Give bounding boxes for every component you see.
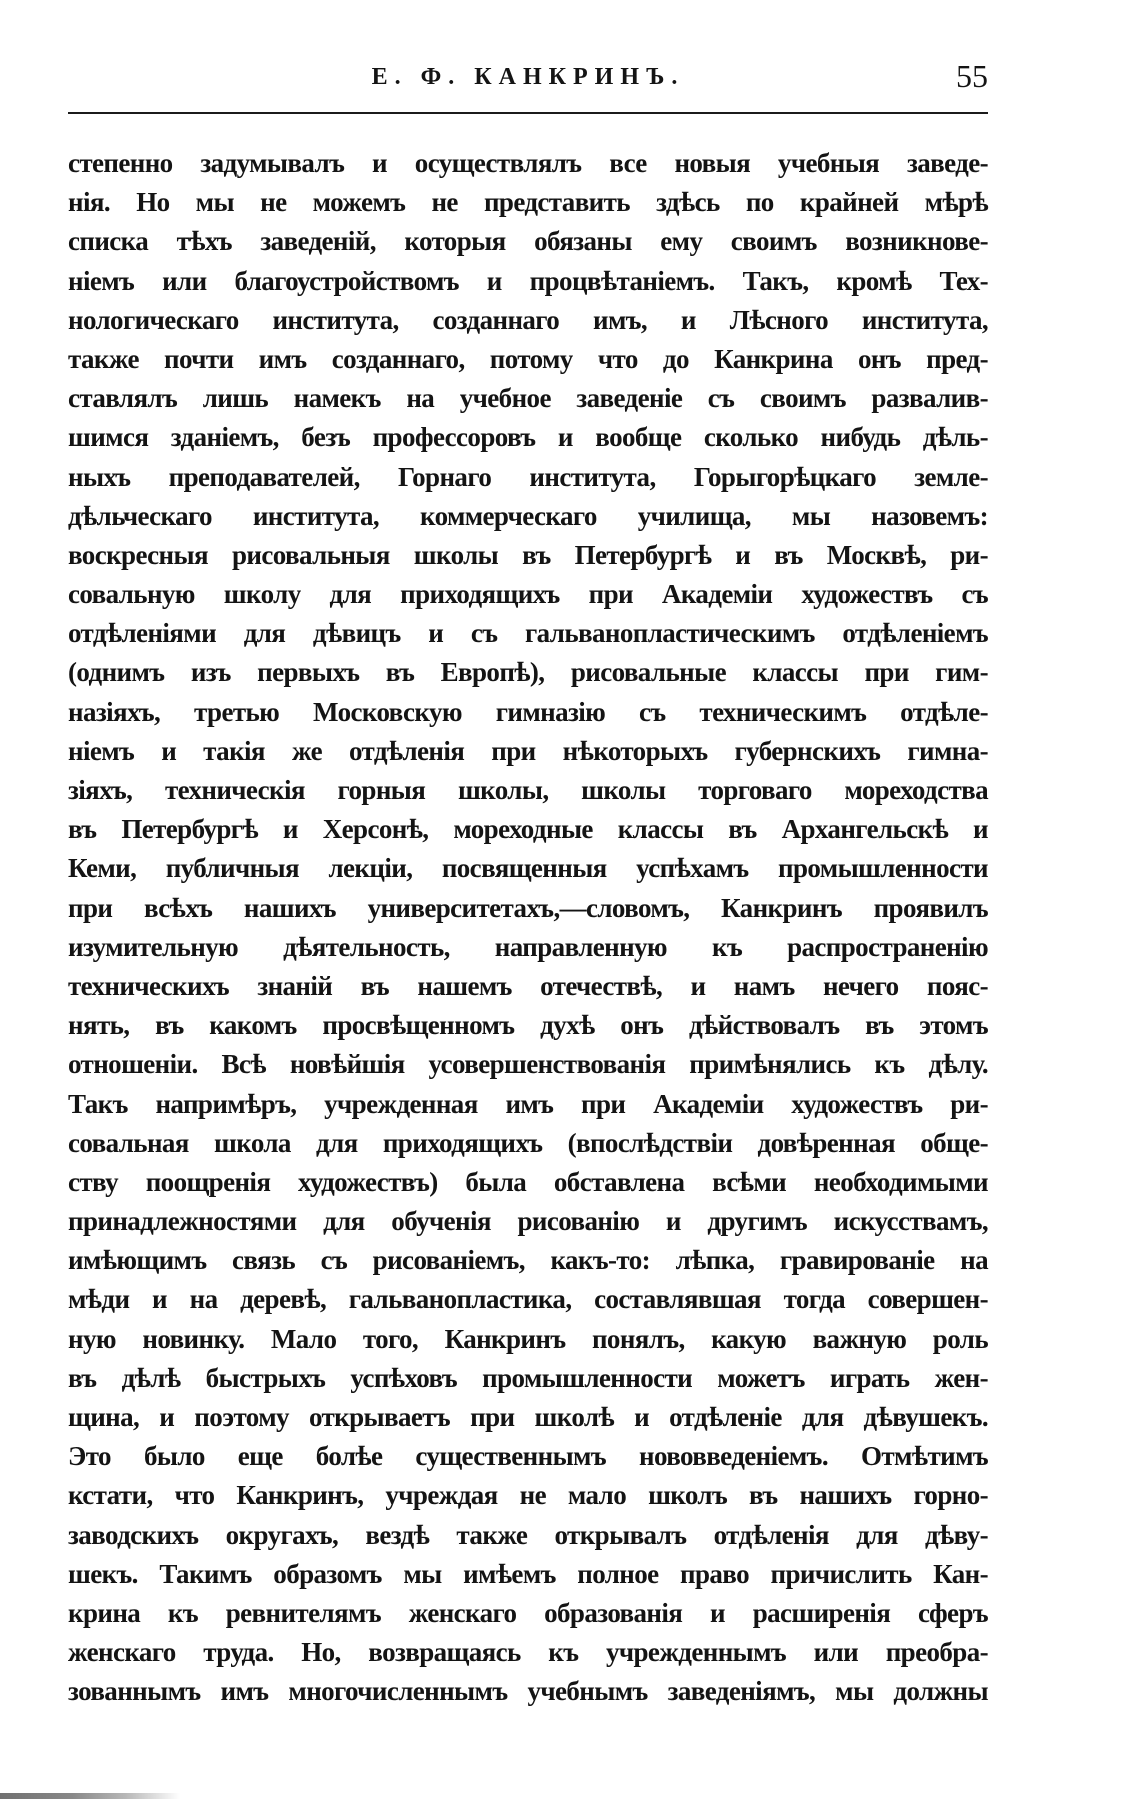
scan-smudge xyxy=(0,1793,180,1799)
text-line: имѣющимъ связь съ рисованіемъ, какъ-то: лѣпка, гравированіе на xyxy=(68,1245,988,1276)
text-line: шимся зданіемъ, безъ профессоровъ и вообще сколько нибудь дѣль- xyxy=(68,422,988,453)
book-page xyxy=(68,56,988,1796)
text-line: принадлежностями для обученія рисованію и другимъ искусствамъ, xyxy=(68,1206,988,1237)
text-line: при всѣхъ нашихъ университетахъ,—словомъ, Канкринъ проявилъ xyxy=(68,892,988,923)
text-line: заводскихъ округахъ, вездѣ также открывалъ отдѣленія для дѣву- xyxy=(68,1519,988,1550)
text-line: нія. Но мы не можемъ не представить здѣсь по крайней мѣрѣ xyxy=(68,187,988,218)
text-line: ніемъ или благоустройствомъ и процвѣтаніемъ. Такъ, кромѣ Тех- xyxy=(68,265,988,296)
page-number: 55 xyxy=(956,58,988,94)
text-line: шекъ. Такимъ образомъ мы имѣемъ полное право причислить Кан- xyxy=(68,1558,988,1589)
text-line: совальную школу для приходящихъ при Академіи художествъ съ xyxy=(68,579,988,610)
text-line: крина къ ревнителямъ женскаго образованія и расширенія сферъ xyxy=(68,1597,988,1628)
text-line: въ Петербургѣ и Херсонѣ, мореходные классы въ Архангельскѣ и xyxy=(68,814,988,845)
text-line: воскресныя рисовальныя школы въ Петербургѣ и въ Москвѣ, ри- xyxy=(68,539,988,570)
text-line: зіяхъ, техническія горныя школы, школы торговаго мореходства xyxy=(68,775,988,805)
running-head: Е. Ф. КАНКРИНЪ. xyxy=(371,64,685,90)
text-line: зованнымъ имъ многочисленнымъ учебнымъ заведеніямъ, мы должны xyxy=(68,1676,988,1707)
text-line: изумительную дѣятельность, направленную къ распространенію xyxy=(68,931,988,962)
text-line: списка тѣхъ заведеній, которыя обязаны ему своимъ возникнове- xyxy=(68,226,988,257)
text-line: назіяхъ, третью Московскую гимназію съ техническимъ отдѣле- xyxy=(68,696,988,727)
text-line: въ дѣлѣ быстрыхъ успѣховъ промышленности можетъ играть жен- xyxy=(68,1362,988,1393)
text-line: совальная школа для приходящихъ (впослѣдствіи довѣренная обще- xyxy=(68,1127,988,1158)
text-line: дѣльческаго института, коммерческаго училища, мы назовемъ: xyxy=(68,500,988,531)
text-line: (однимъ изъ первыхъ въ Европѣ), рисовальные классы при гим- xyxy=(68,657,988,688)
text-line: отдѣленіями для дѣвицъ и съ гальванопластическимъ отдѣленіемъ xyxy=(68,618,988,649)
text-line: нологическаго института, созданнаго имъ, и Лѣсного института, xyxy=(68,304,988,335)
text-line: отношеніи. Всѣ новѣйшія усовершенствованія примѣнялись къ дѣлу. xyxy=(68,1049,988,1080)
text-line: ставлялъ лишь намекъ на учебное заведеніе съ своимъ развалив- xyxy=(68,383,988,414)
text-line: мѣди и на деревѣ, гальванопластика, составлявшая тогда совершен- xyxy=(68,1284,988,1315)
text-line: ную новинку. Мало того, Канкринъ понялъ, какую важную роль xyxy=(68,1323,988,1354)
text-line: женскаго труда. Но, возвращаясь къ учрежденнымъ или преобра- xyxy=(68,1637,988,1668)
text-line: техническихъ знаній въ нашемъ отечествѣ, и намъ нечего пояс- xyxy=(68,970,988,1001)
text-line: ству поощренія художествъ) была обставлена всѣми необходимыми xyxy=(68,1166,988,1197)
text-line: кстати, что Канкринъ, учреждая не мало школъ въ нашихъ горно- xyxy=(68,1480,988,1511)
text-line: также почти имъ созданнаго, потому что до Канкрина онъ пред- xyxy=(68,343,988,374)
text-line: Такъ напримѣръ, учрежденная имъ при Академіи художествъ ри- xyxy=(68,1088,988,1119)
text-line: Кеми, публичныя лекціи, посвященныя успѣхамъ промышленности xyxy=(68,853,988,884)
text-line: щина, и поэтому открываетъ при школѣ и отдѣленіе для дѣвушекъ. xyxy=(68,1402,988,1432)
text-line: нять, въ какомъ просвѣщенномъ духѣ онъ дѣйствовалъ въ этомъ xyxy=(68,1010,988,1041)
text-line: ніемъ и такія же отдѣленія при нѣкоторыхъ губернскихъ гимна- xyxy=(68,735,988,766)
text-line: ныхъ преподавателей, Горнаго института, Горыгорѣцкаго земле- xyxy=(68,461,988,492)
page-header xyxy=(68,56,988,114)
body-text xyxy=(68,144,988,1712)
text-line: степенно задумывалъ и осуществлялъ все новыя учебныя заведе- xyxy=(68,148,988,178)
text-line: Это было еще болѣе существеннымъ нововведеніемъ. Отмѣтимъ xyxy=(68,1441,988,1472)
